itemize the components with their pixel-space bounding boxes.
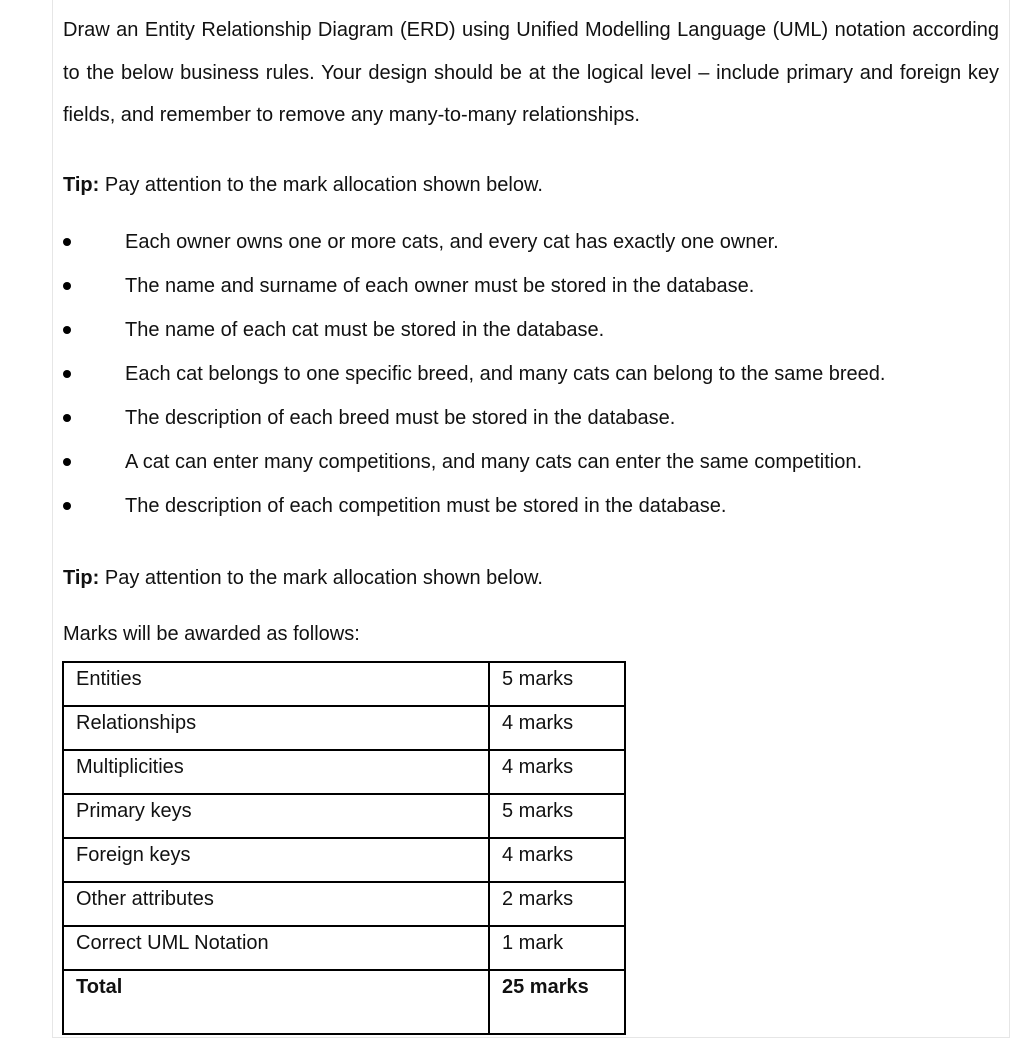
marks-item-cell: Other attributes — [63, 882, 489, 926]
total-value-cell: 25 marks — [489, 970, 625, 1034]
marks-value-cell: 4 marks — [489, 706, 625, 750]
marks-value-cell: 1 mark — [489, 926, 625, 970]
bullet-icon — [63, 458, 71, 466]
total-label-cell: Total — [63, 970, 489, 1034]
bullet-icon — [63, 326, 71, 334]
tip-text: Pay attention to the mark allocation shown below. — [99, 567, 543, 589]
marks-heading: Marks will be awarded as follows: — [63, 623, 360, 645]
bullet-icon — [63, 414, 71, 422]
marks-value-cell: 5 marks — [489, 662, 625, 706]
rule-text: A cat can enter many competitions, and many cats can enter the same competition. — [125, 451, 863, 473]
rule-text: Each owner owns one or more cats, and every cat has exactly one owner. — [125, 231, 779, 253]
marks-item-cell: Primary keys — [63, 794, 489, 838]
rule-text: The name of each cat must be stored in the database. — [125, 319, 605, 341]
table-row — [63, 882, 625, 926]
rule-text: Each cat belongs to one specific breed, and many cats can belong to the same breed. — [125, 363, 886, 385]
tip-label: Tip: — [63, 174, 100, 196]
bullet-icon — [63, 370, 71, 378]
bullet-icon — [63, 282, 71, 290]
bullet-icon — [63, 502, 71, 510]
marks-value-cell: 2 marks — [489, 882, 625, 926]
rule-text: The name and surname of each owner must be stored in the database. — [125, 275, 755, 297]
intro-paragraph: Draw an Entity Relationship Diagram (ERD) using Unified Modelling Language (UML) notation according to the below business rules. Your design should be at the logical level – include primary and foreign key fields, and remember to remove any many-to-many relationships. — [63, 19, 999, 126]
total-row — [63, 970, 625, 1034]
table-row — [63, 750, 625, 794]
marks-value-cell: 5 marks — [489, 794, 625, 838]
table-row — [63, 794, 625, 838]
marks-value-cell: 4 marks — [489, 750, 625, 794]
tip-first — [63, 173, 543, 197]
tip-text: Pay attention to the mark allocation shown below. — [99, 174, 543, 196]
table-row — [63, 706, 625, 750]
table-row — [63, 662, 625, 706]
marks-item-cell: Correct UML Notation — [63, 926, 489, 970]
marks-item-cell: Foreign keys — [63, 838, 489, 882]
marks-table — [62, 661, 626, 1035]
tip-label: Tip: — [63, 567, 100, 589]
marks-item-cell: Relationships — [63, 706, 489, 750]
marks-item-cell: Entities — [63, 662, 489, 706]
rule-text: The description of each competition must be stored in the database. — [125, 495, 727, 517]
marks-item-cell: Multiplicities — [63, 750, 489, 794]
rule-text: The description of each breed must be stored in the database. — [125, 407, 676, 429]
table-row — [63, 926, 625, 970]
bullet-icon — [63, 238, 71, 246]
marks-value-cell: 4 marks — [489, 838, 625, 882]
table-row — [63, 838, 625, 882]
tip-second — [63, 566, 543, 590]
